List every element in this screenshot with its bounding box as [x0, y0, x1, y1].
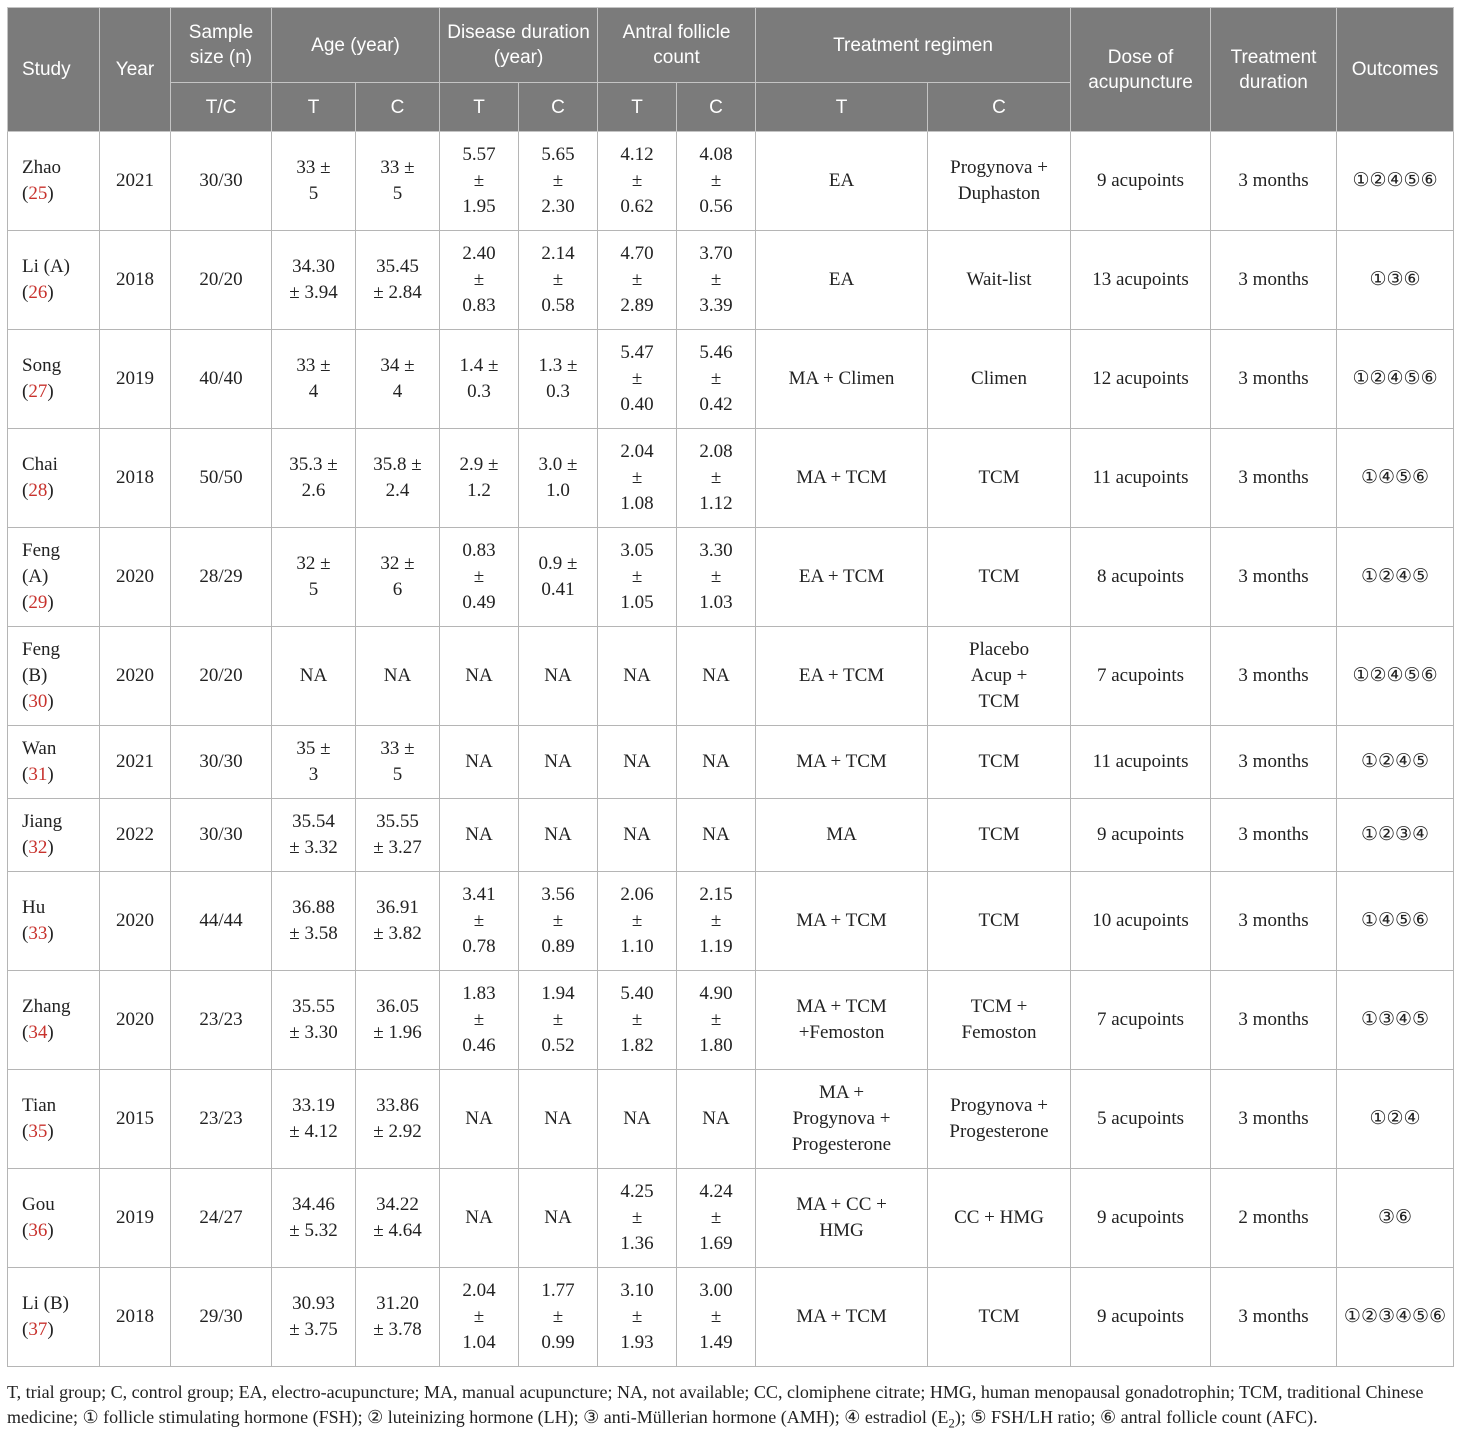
duration-c-cell: NA: [519, 799, 598, 872]
regimen-t-cell: MA + Climen: [756, 330, 928, 429]
sample-size-cell: 50/50: [171, 429, 272, 528]
regimen-t-cell: MA + TCM: [756, 1268, 928, 1367]
regimen-c-cell: TCM: [928, 872, 1071, 971]
table-row: [8, 726, 1454, 799]
sample-size-cell: 40/40: [171, 330, 272, 429]
outcomes-cell: ①②④⑤⑥: [1337, 132, 1454, 231]
duration-c-cell: 3.56 ± 0.89: [519, 872, 598, 971]
header-year: Year: [100, 8, 171, 132]
afc-t-cell: NA: [598, 726, 677, 799]
regimen-t-cell: MA: [756, 799, 928, 872]
regimen-t-cell: MA + TCM: [756, 872, 928, 971]
dose-cell: 9 acupoints: [1071, 799, 1211, 872]
age-c-cell: 36.91 ± 3.82: [356, 872, 440, 971]
afc-c-cell: 4.08 ± 0.56: [677, 132, 756, 231]
header-treatment-duration: Treatment duration: [1211, 8, 1337, 132]
header-regimen-t: T: [756, 83, 928, 132]
header-treatment-regimen: Treatment regimen: [756, 8, 1071, 83]
age-t-cell: 30.93 ± 3.75: [272, 1268, 356, 1367]
outcomes-cell: ①②④⑤: [1337, 726, 1454, 799]
afc-c-cell: NA: [677, 799, 756, 872]
study-cell: Zhang (34): [8, 971, 100, 1070]
regimen-t-cell: MA + TCM +Femoston: [756, 971, 928, 1070]
age-t-cell: 35 ± 3: [272, 726, 356, 799]
table-row: [8, 1169, 1454, 1268]
outcomes-cell: ①③⑥: [1337, 231, 1454, 330]
treatment-duration-cell: 3 months: [1211, 1268, 1337, 1367]
afc-t-cell: NA: [598, 799, 677, 872]
age-t-cell: 34.46 ± 5.32: [272, 1169, 356, 1268]
reference-link[interactable]: 26: [28, 282, 48, 303]
reference-link[interactable]: 28: [28, 480, 48, 501]
duration-t-cell: 1.4 ± 0.3: [440, 330, 519, 429]
sample-size-cell: 23/23: [171, 1070, 272, 1169]
age-c-cell: 34 ± 4: [356, 330, 440, 429]
treatment-duration-cell: 3 months: [1211, 799, 1337, 872]
age-t-cell: 33.19 ± 4.12: [272, 1070, 356, 1169]
dose-cell: 12 acupoints: [1071, 330, 1211, 429]
year-cell: 2020: [100, 872, 171, 971]
duration-c-cell: 0.9 ± 0.41: [519, 528, 598, 627]
regimen-c-cell: CC + HMG: [928, 1169, 1071, 1268]
year-cell: 2018: [100, 1268, 171, 1367]
table-row: [8, 429, 1454, 528]
header-sample-size: Sample size (n): [171, 8, 272, 83]
age-c-cell: 31.20 ± 3.78: [356, 1268, 440, 1367]
regimen-t-cell: MA + Progynova + Progesterone: [756, 1070, 928, 1169]
duration-c-cell: 1.94 ± 0.52: [519, 971, 598, 1070]
sample-size-cell: 20/20: [171, 231, 272, 330]
afc-c-cell: 4.90 ± 1.80: [677, 971, 756, 1070]
treatment-duration-cell: 2 months: [1211, 1169, 1337, 1268]
header-antral-follicle-count: Antral follicle count: [598, 8, 756, 83]
header-dose: Dose of acupuncture: [1071, 8, 1211, 132]
afc-t-cell: 2.04 ± 1.08: [598, 429, 677, 528]
age-t-cell: 33 ± 4: [272, 330, 356, 429]
study-name: Zhao: [22, 157, 62, 178]
age-t-cell: 33 ± 5: [272, 132, 356, 231]
dose-cell: 10 acupoints: [1071, 872, 1211, 971]
year-cell: 2022: [100, 799, 171, 872]
reference-link[interactable]: 30: [28, 691, 48, 712]
regimen-c-cell: Progynova + Progesterone: [928, 1070, 1071, 1169]
dose-cell: 11 acupoints: [1071, 726, 1211, 799]
duration-t-cell: NA: [440, 799, 519, 872]
age-t-cell: 35.54 ± 3.32: [272, 799, 356, 872]
study-cell: Tian (35): [8, 1070, 100, 1169]
year-cell: 2021: [100, 726, 171, 799]
afc-t-cell: 3.05 ± 1.05: [598, 528, 677, 627]
reference-link[interactable]: 36: [28, 1220, 48, 1241]
dose-cell: 7 acupoints: [1071, 971, 1211, 1070]
regimen-t-cell: MA + TCM: [756, 726, 928, 799]
year-cell: 2018: [100, 231, 171, 330]
study-name: Song: [22, 355, 62, 376]
sample-size-cell: 29/30: [171, 1268, 272, 1367]
duration-t-cell: 2.04 ± 1.04: [440, 1268, 519, 1367]
reference-link[interactable]: 37: [28, 1319, 48, 1340]
outcomes-cell: ①②③④: [1337, 799, 1454, 872]
afc-t-cell: NA: [598, 627, 677, 726]
study-cell: Hu (33): [8, 872, 100, 971]
afc-c-cell: 5.46 ± 0.42: [677, 330, 756, 429]
afc-t-cell: 5.47 ± 0.40: [598, 330, 677, 429]
outcomes-cell: ①④⑤⑥: [1337, 429, 1454, 528]
age-c-cell: 35.45 ± 2.84: [356, 231, 440, 330]
age-c-cell: 36.05 ± 1.96: [356, 971, 440, 1070]
duration-t-cell: NA: [440, 1070, 519, 1169]
afc-t-cell: 4.25 ± 1.36: [598, 1169, 677, 1268]
year-cell: 2015: [100, 1070, 171, 1169]
reference-link[interactable]: 32: [28, 837, 48, 858]
table-row: [8, 132, 1454, 231]
study-name: Zhang: [22, 996, 71, 1017]
study-name: Jiang: [22, 811, 63, 832]
table-row: [8, 627, 1454, 726]
regimen-c-cell: TCM: [928, 429, 1071, 528]
table-row: [8, 231, 1454, 330]
afc-t-cell: 3.10 ± 1.93: [598, 1268, 677, 1367]
study-cell: Jiang (32): [8, 799, 100, 872]
outcomes-cell: ①③④⑤: [1337, 971, 1454, 1070]
outcomes-cell: ①②④⑤⑥: [1337, 627, 1454, 726]
sample-size-cell: 44/44: [171, 872, 272, 971]
duration-c-cell: 5.65 ± 2.30: [519, 132, 598, 231]
outcomes-cell: ①②③④⑤⑥: [1337, 1268, 1454, 1367]
sample-size-cell: 30/30: [171, 726, 272, 799]
regimen-c-cell: Placebo Acup + TCM: [928, 627, 1071, 726]
dose-cell: 7 acupoints: [1071, 627, 1211, 726]
header-age: Age (year): [272, 8, 440, 83]
table-row: [8, 971, 1454, 1070]
duration-t-cell: 1.83 ± 0.46: [440, 971, 519, 1070]
age-t-cell: 34.30 ± 3.94: [272, 231, 356, 330]
study-name: Feng (A): [22, 540, 60, 587]
afc-t-cell: 4.12 ± 0.62: [598, 132, 677, 231]
study-cell: Song (27): [8, 330, 100, 429]
outcomes-cell: ①②④⑤: [1337, 528, 1454, 627]
studies-table: [7, 7, 1454, 1367]
dose-cell: 8 acupoints: [1071, 528, 1211, 627]
age-c-cell: 34.22 ± 4.64: [356, 1169, 440, 1268]
table-row: [8, 1268, 1454, 1367]
study-cell: Zhao (25): [8, 132, 100, 231]
duration-t-cell: 5.57 ± 1.95: [440, 132, 519, 231]
treatment-duration-cell: 3 months: [1211, 971, 1337, 1070]
year-cell: 2020: [100, 528, 171, 627]
reference-link[interactable]: 29: [28, 592, 48, 613]
dose-cell: 11 acupoints: [1071, 429, 1211, 528]
dose-cell: 13 acupoints: [1071, 231, 1211, 330]
regimen-c-cell: Wait-list: [928, 231, 1071, 330]
dose-cell: 9 acupoints: [1071, 1268, 1211, 1367]
age-t-cell: NA: [272, 627, 356, 726]
study-name: Gou: [22, 1194, 55, 1215]
table-body: [8, 132, 1454, 1367]
treatment-duration-cell: 3 months: [1211, 231, 1337, 330]
header-tc: T/C: [171, 83, 272, 132]
header-age-t: T: [272, 83, 356, 132]
header-regimen-c: C: [928, 83, 1071, 132]
afc-c-cell: 2.15 ± 1.19: [677, 872, 756, 971]
header-age-c: C: [356, 83, 440, 132]
treatment-duration-cell: 3 months: [1211, 1070, 1337, 1169]
age-c-cell: 33 ± 5: [356, 132, 440, 231]
age-c-cell: 35.55 ± 3.27: [356, 799, 440, 872]
outcomes-cell: ①②④⑤⑥: [1337, 330, 1454, 429]
afc-t-cell: 5.40 ± 1.82: [598, 971, 677, 1070]
reference-link[interactable]: 27: [28, 381, 48, 402]
header-duration-t: T: [440, 83, 519, 132]
regimen-t-cell: MA + TCM: [756, 429, 928, 528]
treatment-duration-cell: 3 months: [1211, 872, 1337, 971]
afc-t-cell: 2.06 ± 1.10: [598, 872, 677, 971]
regimen-c-cell: TCM: [928, 528, 1071, 627]
outcomes-cell: ①④⑤⑥: [1337, 872, 1454, 971]
year-cell: 2018: [100, 429, 171, 528]
duration-c-cell: NA: [519, 1169, 598, 1268]
regimen-c-cell: TCM: [928, 1268, 1071, 1367]
header-disease-duration: Disease duration (year): [440, 8, 598, 83]
dose-cell: 9 acupoints: [1071, 1169, 1211, 1268]
regimen-c-cell: TCM: [928, 726, 1071, 799]
study-cell: Chai (28): [8, 429, 100, 528]
reference-link[interactable]: 25: [28, 183, 48, 204]
header-study: Study: [8, 8, 100, 132]
treatment-duration-cell: 3 months: [1211, 330, 1337, 429]
age-t-cell: 36.88 ± 3.58: [272, 872, 356, 971]
year-cell: 2020: [100, 971, 171, 1070]
header-afc-t: T: [598, 83, 677, 132]
study-name: Li (A): [22, 256, 71, 277]
duration-c-cell: 1.77 ± 0.99: [519, 1268, 598, 1367]
year-cell: 2019: [100, 330, 171, 429]
regimen-t-cell: EA + TCM: [756, 528, 928, 627]
header-outcomes: Outcomes: [1337, 8, 1454, 132]
duration-t-cell: NA: [440, 726, 519, 799]
study-cell: Feng (B) (30): [8, 627, 100, 726]
reference-link[interactable]: 34: [28, 1022, 48, 1043]
age-t-cell: 35.55 ± 3.30: [272, 971, 356, 1070]
duration-c-cell: 2.14 ± 0.58: [519, 231, 598, 330]
study-name: Wan: [22, 738, 57, 759]
treatment-duration-cell: 3 months: [1211, 132, 1337, 231]
study-cell: Gou (36): [8, 1169, 100, 1268]
duration-c-cell: 3.0 ± 1.0: [519, 429, 598, 528]
duration-c-cell: 1.3 ± 0.3: [519, 330, 598, 429]
age-c-cell: 33.86 ± 2.92: [356, 1070, 440, 1169]
afc-c-cell: 4.24 ± 1.69: [677, 1169, 756, 1268]
afc-c-cell: 3.70 ± 3.39: [677, 231, 756, 330]
year-cell: 2020: [100, 627, 171, 726]
study-cell: Wan (31): [8, 726, 100, 799]
age-t-cell: 35.3 ± 2.6: [272, 429, 356, 528]
duration-c-cell: NA: [519, 627, 598, 726]
study-name: Feng (B): [22, 639, 60, 686]
header-afc-c: C: [677, 83, 756, 132]
treatment-duration-cell: 3 months: [1211, 528, 1337, 627]
afc-c-cell: NA: [677, 726, 756, 799]
treatment-duration-cell: 3 months: [1211, 429, 1337, 528]
sample-size-cell: 30/30: [171, 799, 272, 872]
regimen-c-cell: Progynova + Duphaston: [928, 132, 1071, 231]
duration-t-cell: 2.40 ± 0.83: [440, 231, 519, 330]
year-cell: 2019: [100, 1169, 171, 1268]
reference-link[interactable]: 31: [28, 764, 48, 785]
regimen-t-cell: EA: [756, 132, 928, 231]
regimen-t-cell: MA + CC + HMG: [756, 1169, 928, 1268]
table-row: [8, 330, 1454, 429]
duration-t-cell: 2.9 ± 1.2: [440, 429, 519, 528]
treatment-duration-cell: 3 months: [1211, 726, 1337, 799]
regimen-t-cell: EA + TCM: [756, 627, 928, 726]
sample-size-cell: 23/23: [171, 971, 272, 1070]
sample-size-cell: 24/27: [171, 1169, 272, 1268]
study-name: Hu: [22, 897, 46, 918]
regimen-c-cell: Climen: [928, 330, 1071, 429]
sample-size-cell: 28/29: [171, 528, 272, 627]
reference-link[interactable]: 35: [28, 1121, 48, 1142]
afc-t-cell: 4.70 ± 2.89: [598, 231, 677, 330]
outcomes-cell: ①②④: [1337, 1070, 1454, 1169]
table-row: [8, 872, 1454, 971]
table-row: [8, 1070, 1454, 1169]
duration-t-cell: 3.41 ± 0.78: [440, 872, 519, 971]
regimen-c-cell: TCM: [928, 799, 1071, 872]
duration-c-cell: NA: [519, 1070, 598, 1169]
age-t-cell: 32 ± 5: [272, 528, 356, 627]
duration-t-cell: 0.83 ± 0.49: [440, 528, 519, 627]
afc-c-cell: NA: [677, 1070, 756, 1169]
study-cell: Li (A) (26): [8, 231, 100, 330]
age-c-cell: 33 ± 5: [356, 726, 440, 799]
duration-t-cell: NA: [440, 627, 519, 726]
regimen-t-cell: EA: [756, 231, 928, 330]
reference-link[interactable]: 33: [28, 923, 48, 944]
study-cell: Feng (A) (29): [8, 528, 100, 627]
header-duration-c: C: [519, 83, 598, 132]
afc-c-cell: 2.08 ± 1.12: [677, 429, 756, 528]
study-cell: Li (B) (37): [8, 1268, 100, 1367]
study-name: Chai: [22, 454, 58, 475]
year-cell: 2021: [100, 132, 171, 231]
table-row: [8, 528, 1454, 627]
study-name: Li (B): [22, 1293, 69, 1314]
afc-c-cell: 3.30 ± 1.03: [677, 528, 756, 627]
afc-t-cell: NA: [598, 1070, 677, 1169]
table-row: [8, 799, 1454, 872]
age-c-cell: NA: [356, 627, 440, 726]
duration-c-cell: NA: [519, 726, 598, 799]
table-header: [8, 8, 1454, 132]
outcomes-cell: ③⑥: [1337, 1169, 1454, 1268]
dose-cell: 5 acupoints: [1071, 1070, 1211, 1169]
afc-c-cell: NA: [677, 627, 756, 726]
afc-c-cell: 3.00 ± 1.49: [677, 1268, 756, 1367]
age-c-cell: 32 ± 6: [356, 528, 440, 627]
dose-cell: 9 acupoints: [1071, 132, 1211, 231]
sample-size-cell: 20/20: [171, 627, 272, 726]
study-name: Tian: [22, 1095, 57, 1116]
sample-size-cell: 30/30: [171, 132, 272, 231]
table-footnote: T, trial group; C, control group; EA, electro-acupuncture; MA, manual acupuncture; NA, not available; CC, clomiphene citrate; HMG, human menopausal gonadotrophin; TCM, traditional Chinese medicine; ① follicle stimulating hormone (FSH); ② luteinizing hormone (LH); ③ anti-Müllerian hormone (AMH); ④ estradiol $(E_2)$; ⑤ FSH/LH ratio; ⑥ antral follicle count (AFC).: [7, 1382, 1424, 1431]
duration-t-cell: NA: [440, 1169, 519, 1268]
age-c-cell: 35.8 ± 2.4: [356, 429, 440, 528]
treatment-duration-cell: 3 months: [1211, 627, 1337, 726]
regimen-c-cell: TCM + Femoston: [928, 971, 1071, 1070]
